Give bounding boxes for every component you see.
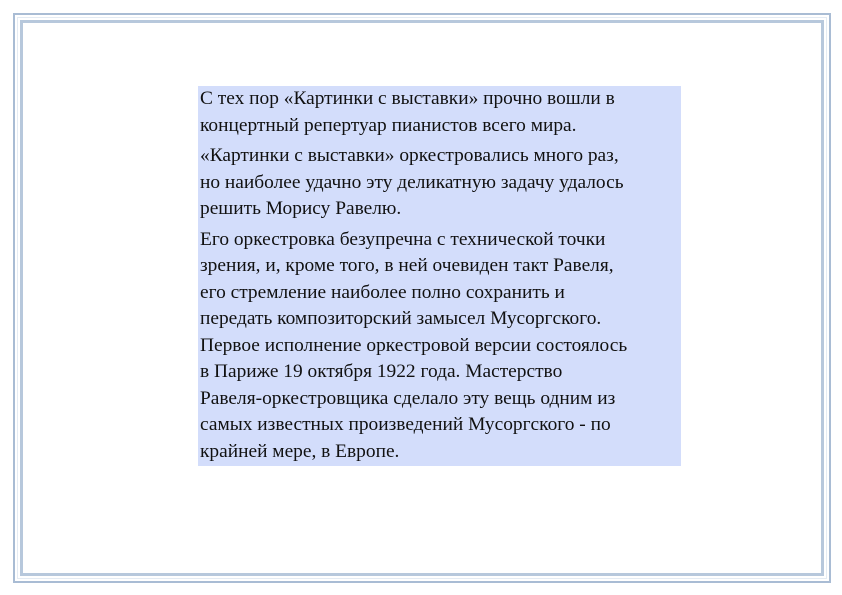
text-line: Его оркестровка безупречна с технической точки — [200, 228, 606, 250]
paragraph-1 — [200, 86, 680, 139]
text-line: но наиболее удачно эту деликатную задачу удалось — [200, 171, 624, 193]
paragraph-3 — [200, 227, 680, 466]
text-line: Первое исполнение оркестровой версии состоялось — [200, 334, 628, 356]
text-line: самых известных произведений Мусоргского - по — [200, 414, 611, 435]
text-line: его стремление наиболее полно сохранить и — [200, 281, 565, 303]
paragraph-2 — [200, 143, 680, 223]
text-line: концертный репертуар пианистов всего мира. — [200, 114, 577, 136]
text-line: Равеля-оркестровщика сделало эту вещь одним из — [200, 387, 616, 409]
text-line: в Париже 19 октября 1922 года. Мастерство — [200, 361, 563, 382]
text-line: крайней мере, в Европе. — [200, 440, 400, 462]
text-line: «Картинки с выставки» оркестровались много раз, — [200, 145, 619, 166]
text-line: передать композиторский замысел Мусоргского. — [200, 308, 602, 329]
text-line: С тех пор «Картинки с выставки» прочно вошли в — [200, 88, 615, 109]
text-line: зрения, и, кроме того, в ней очевиден такт Равеля, — [200, 255, 614, 276]
text-box — [198, 86, 681, 466]
text-line: решить Морису Равелю. — [200, 198, 402, 219]
